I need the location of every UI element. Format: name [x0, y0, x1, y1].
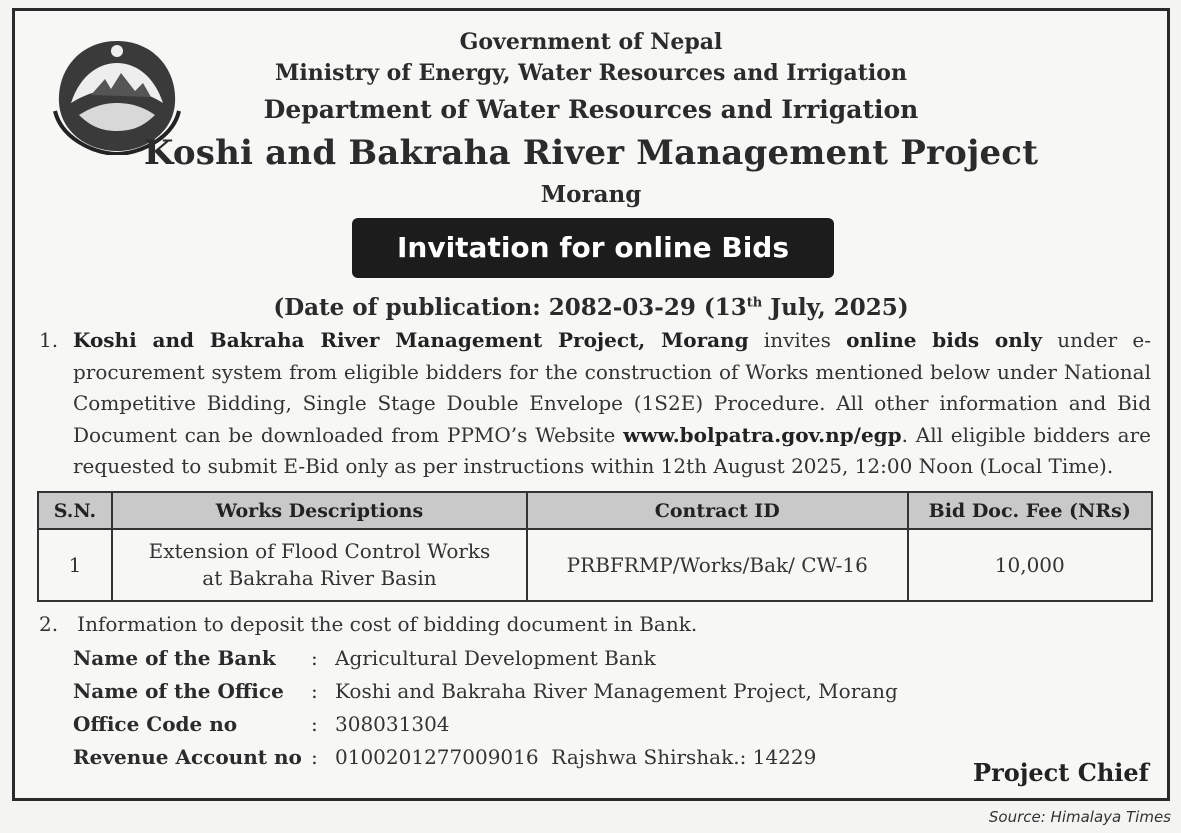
project-title: Koshi and Bakraha River Management Project — [143, 133, 1039, 173]
paragraph-number: 2. — [39, 612, 59, 636]
cell-bid-doc-fee: 10,000 — [908, 529, 1152, 601]
cell-works-description: Extension of Flood Control Works at Bakraha River Basin — [112, 529, 527, 601]
paragraph-2-text: Information to deposit the cost of bidding document in Bank. — [77, 612, 698, 636]
header-works-description: Works Descriptions — [112, 492, 527, 529]
publication-date: (Date of publication: 2082-03-29 (13th July, 2025) — [273, 294, 909, 321]
ministry-title: Ministry of Energy, Water Resources and Irrigation — [275, 60, 907, 86]
cell-sn: 1 — [38, 529, 112, 601]
cell-contract-id: PRBFRMP/Works/Bak/ CW-16 — [527, 529, 908, 601]
paragraph-2 — [39, 612, 697, 636]
website-link: www.bolpatra.gov.np/egp — [623, 422, 902, 447]
district-title: Morang — [540, 181, 642, 208]
government-title: Government of Nepal — [459, 29, 723, 55]
table-row — [38, 529, 1152, 601]
source-credit: Source: Himalaya Times — [988, 808, 1171, 826]
works-table — [37, 491, 1153, 602]
signature-project-chief: Project Chief — [973, 758, 1149, 787]
header-sn: S.N. — [38, 492, 112, 529]
header-bid-doc-fee: Bid Doc. Fee (NRs) — [908, 492, 1152, 529]
paragraph-number: 1. — [39, 328, 59, 352]
header-contract-id: Contract ID — [527, 492, 908, 529]
bid-notice: Government of Nepal Ministry of Energy, Water Resources and Irrigation Department of Water Resources and Irrigation Koshi and Bakraha River Management Project Morang Invitation for online Bids (Date of publication: 2082-03-29 (13th July, 2025) 1. Koshi and Bakraha River Management Project, Morang invites online bids only under e-procurement system from eligible bidders for the construction of Works mentioned below under National Competitive Bidding, Single Stage Double Envelope (1S2E) Procedure. All other information and Bid Document can be downloaded from PPMO’s Website www.bolpatra.gov.np/egp. All eligible bidders are requested to submit E-Bid only as per instructions within 12th August 2025, 12:00 Noon (Local Time). S.N. Works Descriptions Contract ID Bid Doc. Fee (NRs) 1 Extension of Flood Control Works at Bakraha River Basin PRBFRMP/Works/Bak/ CW-16 10,000 2. Information to deposit the cost of bidding document in Bank. Name of the Bank : Agricultural Development Bank Name of the Office : Koshi and Bakraha River Management Project, Morang Office Code no : 308031304 Revenue Account no : 0100201277009016 Rajshwa Shirshak.: 14229 Project Chief — [12, 8, 1170, 801]
table-header-row — [38, 492, 1152, 529]
paragraph-1-text: Koshi and Bakraha River Management Project, Morang invites online bids only under e-procurement system from eligible bidders for the construction of Works mentioned below under National Competitive Bidding, Single Stage Double Envelope (1S2E) Procedure. All other information and Bid Document can be downloaded from PPMO’s Website www.bolpatra.gov.np/egp. All eligible bidders are requested to submit E-Bid only as per instructions within 12th August 2025, 12:00 Noon (Local Time). — [73, 328, 1151, 478]
department-title: Department of Water Resources and Irrigation — [263, 95, 919, 124]
invitation-banner: Invitation for online Bids — [352, 218, 834, 278]
